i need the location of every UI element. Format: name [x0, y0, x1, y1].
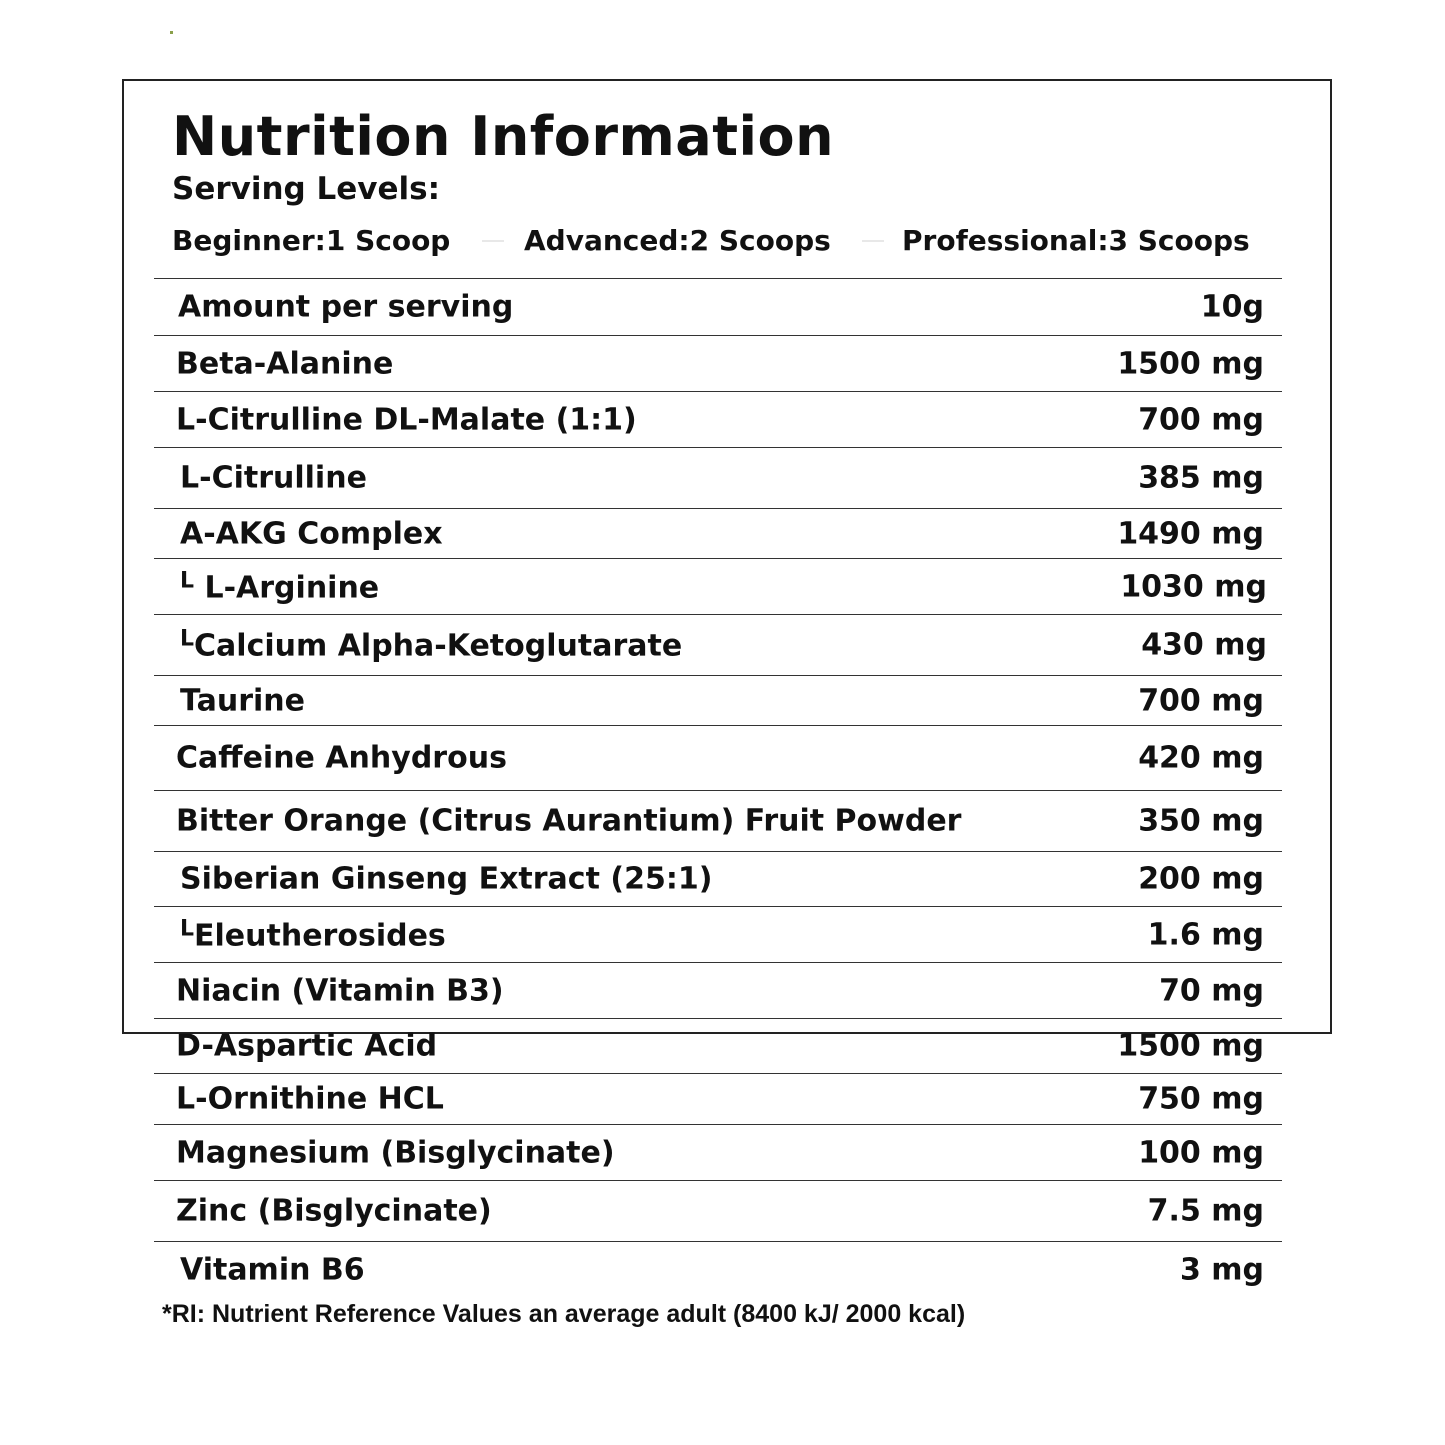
row-value: 420 mg	[1138, 740, 1264, 776]
row-value: 430 mg	[1141, 627, 1267, 663]
row-name: Vitamin B6	[180, 1252, 365, 1287]
table-row	[154, 906, 1282, 962]
row-value: 1030 mg	[1120, 569, 1267, 604]
row-value: 100 mg	[1138, 1135, 1264, 1170]
row-name: Amount per serving	[178, 289, 514, 325]
row-value: 700 mg	[1138, 402, 1264, 437]
table-row	[154, 1018, 1282, 1073]
row-value: 1500 mg	[1117, 1028, 1264, 1064]
row-name-text: Calcium Alpha-Ketoglutarate	[194, 628, 683, 664]
row-name: Taurine	[180, 683, 305, 718]
level-divider	[862, 240, 884, 242]
row-name-text: Eleutherosides	[194, 918, 446, 953]
row-value: 70 mg	[1159, 973, 1264, 1008]
table-row	[154, 447, 1282, 508]
row-name	[180, 916, 446, 953]
page-title: Nutrition Information	[172, 105, 835, 168]
sub-item-marker: L	[180, 916, 195, 941]
row-name: Caffeine Anhydrous	[176, 740, 507, 776]
level-advanced: Advanced:2 Scoops	[524, 224, 831, 257]
table-row	[154, 675, 1282, 725]
row-name: Niacin (Vitamin B3)	[176, 973, 504, 1008]
row-value: 7.5 mg	[1147, 1193, 1264, 1229]
row-name: L-Ornithine HCL	[176, 1081, 444, 1117]
row-name: Bitter Orange (Citrus Aurantium) Fruit Powder	[176, 803, 962, 839]
table-row	[154, 725, 1282, 790]
row-name-text: L-Arginine	[194, 570, 380, 605]
row-value: 3 mg	[1179, 1252, 1264, 1287]
row-value: 700 mg	[1138, 683, 1264, 718]
row-value: 10g	[1200, 289, 1264, 325]
row-name: Zinc (Bisglycinate)	[176, 1193, 492, 1229]
table-row	[154, 278, 1282, 335]
row-value: 750 mg	[1138, 1081, 1264, 1117]
row-value: 1490 mg	[1117, 516, 1264, 551]
table-row	[154, 391, 1282, 447]
table-row	[154, 1124, 1282, 1180]
row-name: Siberian Ginseng Extract (25:1)	[180, 861, 713, 897]
row-name: L-Citrulline DL-Malate (1:1)	[176, 402, 637, 437]
table-row	[154, 1241, 1282, 1297]
row-value: 385 mg	[1138, 460, 1264, 496]
sub-item-marker: L	[180, 626, 195, 652]
row-name: L-Citrulline	[180, 460, 367, 496]
table-row	[154, 335, 1282, 391]
level-professional: Professional:3 Scoops	[902, 224, 1250, 257]
decorative-dot	[170, 31, 173, 34]
table-row	[154, 1180, 1282, 1241]
table-row	[154, 1073, 1282, 1124]
row-value: 1.6 mg	[1147, 917, 1264, 952]
level-divider	[482, 240, 504, 242]
table-row	[154, 790, 1282, 851]
table-row	[154, 962, 1282, 1018]
row-name: Beta-Alanine	[176, 346, 394, 381]
table-row	[154, 508, 1282, 558]
row-name	[180, 568, 379, 605]
table-row	[154, 614, 1282, 675]
nutrition-panel	[122, 79, 1332, 1287]
reference-footnote: *RI: Nutrient Reference Values an average adult (8400 kJ/ 2000 kcal)	[162, 1300, 966, 1328]
table-row	[154, 558, 1282, 614]
serving-levels-label: Serving Levels:	[172, 171, 441, 207]
serving-levels	[172, 221, 1272, 261]
row-name: A-AKG Complex	[180, 516, 443, 551]
row-name: Magnesium (Bisglycinate)	[176, 1135, 615, 1170]
row-value: 350 mg	[1138, 803, 1264, 839]
row-name: D-Aspartic Acid	[176, 1028, 438, 1064]
level-beginner: Beginner:1 Scoop	[172, 224, 451, 257]
row-name	[180, 627, 682, 664]
nutrient-table	[154, 278, 1282, 1297]
table-row	[154, 851, 1282, 906]
sub-item-marker: L	[180, 568, 195, 593]
row-value: 200 mg	[1138, 861, 1264, 897]
row-value: 1500 mg	[1117, 346, 1264, 381]
